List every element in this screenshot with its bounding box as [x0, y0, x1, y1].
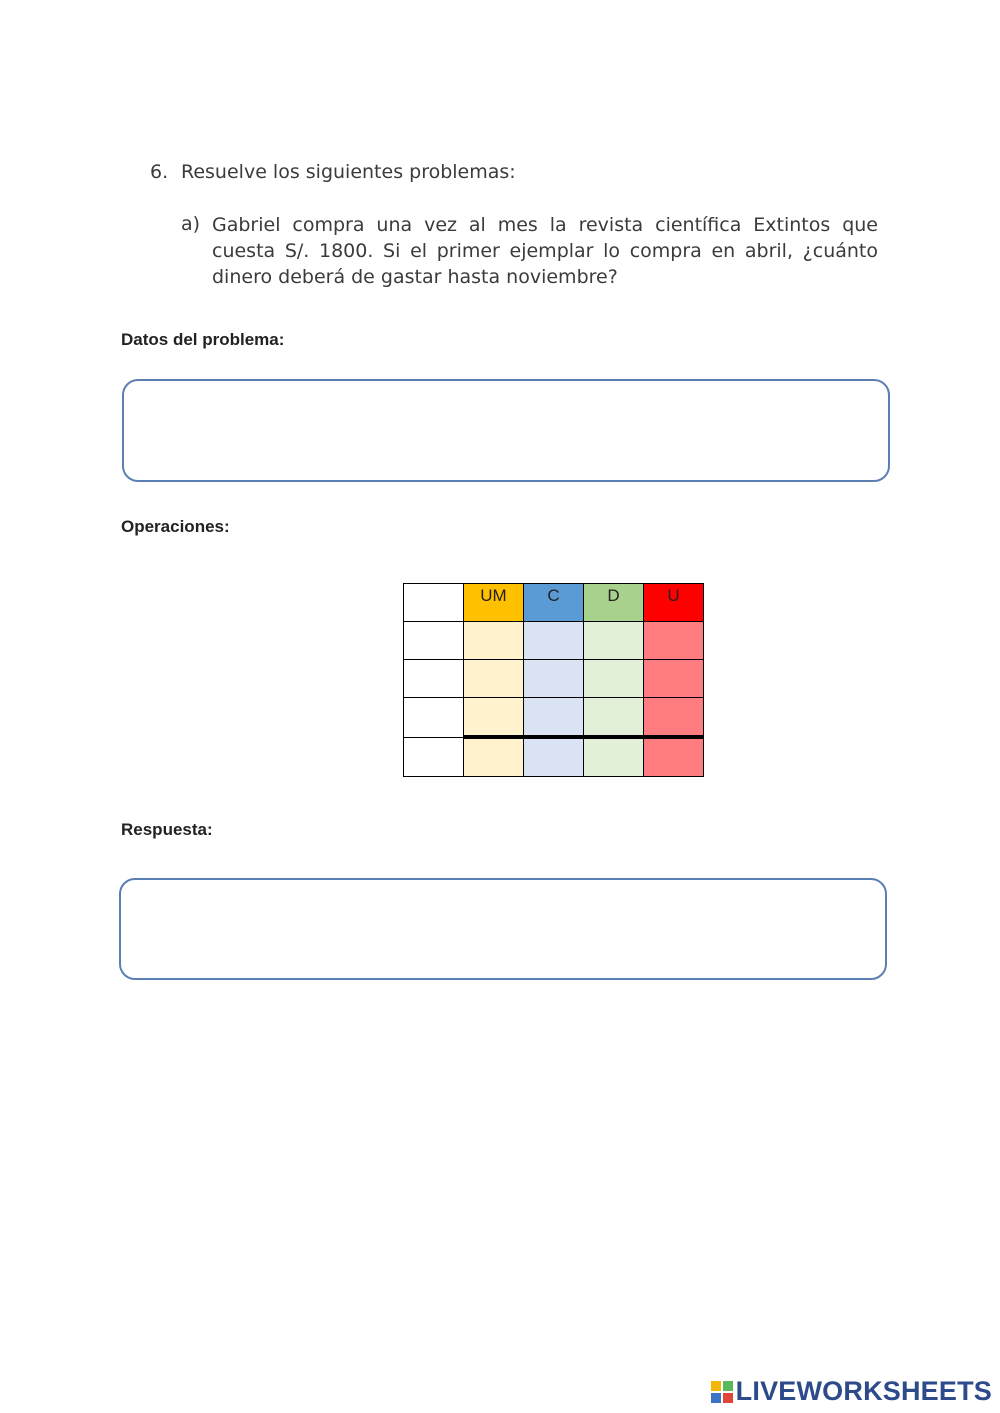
place-value-table — [403, 583, 704, 777]
u-result-cell[interactable] — [644, 737, 704, 777]
datos-answer-box[interactable] — [122, 379, 890, 482]
question-number: 6. — [150, 161, 169, 183]
table-row — [404, 698, 704, 738]
sign-cell[interactable] — [404, 660, 464, 698]
c-cell[interactable] — [524, 698, 584, 738]
subquestion-letter: a) — [181, 213, 201, 235]
u-cell[interactable] — [644, 622, 704, 660]
sign-cell[interactable] — [404, 737, 464, 777]
table-row — [404, 622, 704, 660]
brand-footer — [710, 1376, 992, 1407]
d-cell[interactable] — [584, 660, 644, 698]
um-result-cell[interactable] — [464, 737, 524, 777]
sign-cell[interactable] — [404, 698, 464, 738]
table-row — [404, 660, 704, 698]
header-blank-cell — [404, 584, 464, 622]
sign-cell[interactable] — [404, 622, 464, 660]
d-cell[interactable] — [584, 622, 644, 660]
liveworksheets-logo-icon — [710, 1380, 734, 1404]
operaciones-label: Operaciones: — [121, 517, 230, 536]
u-cell[interactable] — [644, 660, 704, 698]
respuesta-label: Respuesta: — [121, 820, 213, 839]
um-cell[interactable] — [464, 660, 524, 698]
header-c: C — [524, 584, 584, 622]
table-result-row — [404, 737, 704, 777]
table-header-row — [404, 584, 704, 622]
header-d: D — [584, 584, 644, 622]
c-cell[interactable] — [524, 622, 584, 660]
um-cell[interactable] — [464, 698, 524, 738]
brand-name: LIVEWORKSHEETS — [735, 1376, 992, 1406]
datos-label: Datos del problema: — [121, 330, 285, 349]
d-cell[interactable] — [584, 698, 644, 738]
d-result-cell[interactable] — [584, 737, 644, 777]
u-cell[interactable] — [644, 698, 704, 738]
header-u: U — [644, 584, 704, 622]
respuesta-answer-box[interactable] — [119, 878, 887, 980]
c-result-cell[interactable] — [524, 737, 584, 777]
um-cell[interactable] — [464, 622, 524, 660]
c-cell[interactable] — [524, 660, 584, 698]
header-um: UM — [464, 584, 524, 622]
subquestion-text: Gabriel compra una vez al mes la revista científica Extintos que cuesta S/. 1800. Si el primer ejemplar lo compra en abril, ¿cuánto dinero deberá de gastar hasta noviembre? — [212, 214, 878, 288]
question-text: Resuelve los siguientes problemas: — [181, 161, 516, 183]
